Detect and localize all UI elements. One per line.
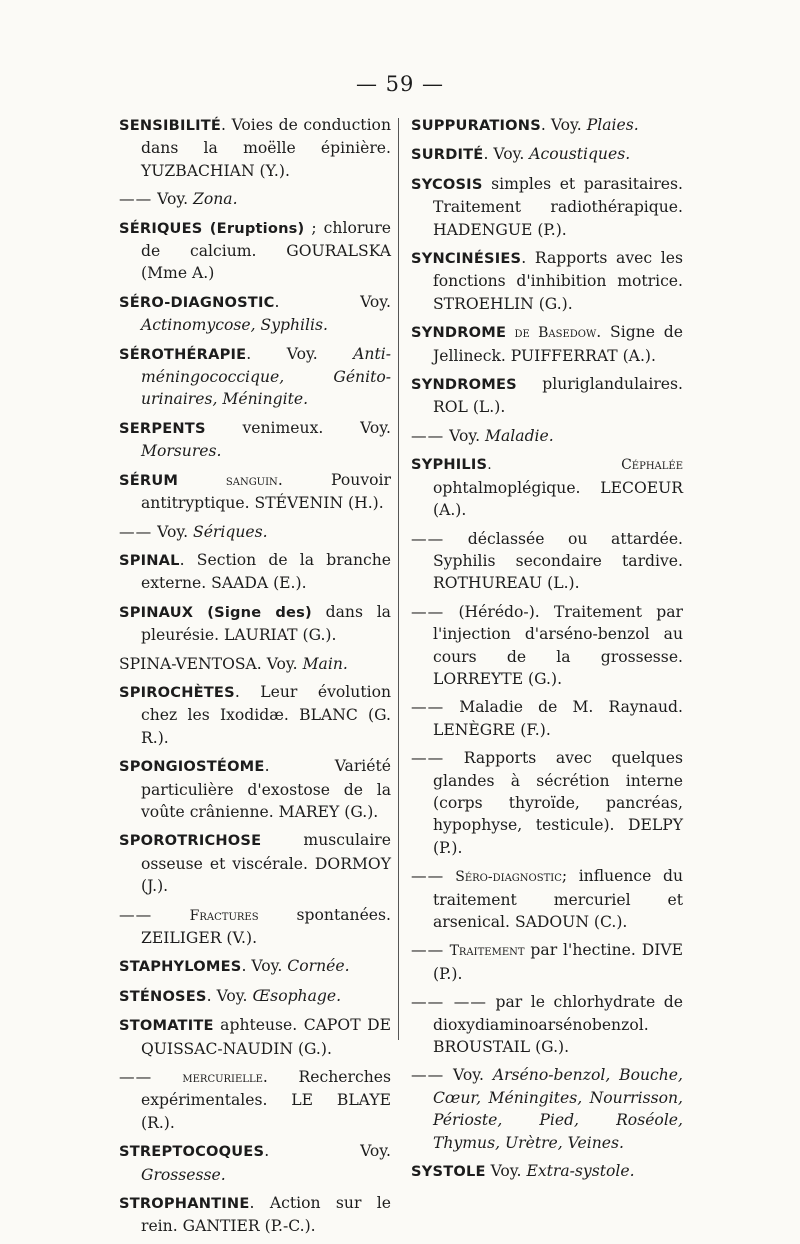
entry-crossref: Grossesse. bbox=[141, 1165, 226, 1184]
entry-headword: STOMATITE bbox=[119, 1017, 214, 1035]
entry-text: venimeux. Voy. bbox=[205, 418, 391, 437]
index-entry bbox=[119, 1066, 391, 1134]
entry-text: ophtalmoplégique. LECOEUR (A.). bbox=[433, 478, 683, 520]
index-entry bbox=[119, 1140, 391, 1186]
entry-text: . Leur évolution chez les Ixodidæ. BLANC (G. R.). bbox=[141, 682, 391, 747]
entry-crossref: Extra-systole. bbox=[526, 1162, 635, 1181]
index-entry bbox=[411, 1064, 683, 1154]
index-entry bbox=[411, 143, 683, 166]
index-entry bbox=[411, 453, 683, 521]
index-column-left bbox=[119, 114, 391, 1244]
index-entry bbox=[411, 747, 683, 859]
entry-crossref: Actinomycose, Syphilis. bbox=[141, 316, 328, 335]
index-entry bbox=[119, 188, 391, 210]
entry-text: (Hérédo-). Traitement par l'injection d'arséno-benzol au cours de la grossesse. LORREYTE (G.). bbox=[433, 602, 683, 688]
index-entry bbox=[119, 904, 391, 950]
index-entry bbox=[411, 173, 683, 241]
entry-headword: SYNDROME bbox=[411, 324, 507, 342]
entry-headword: SYSTOLE bbox=[411, 1163, 486, 1181]
entry-headword: SYNCINÉSIES bbox=[411, 250, 522, 268]
index-entry bbox=[411, 1160, 683, 1183]
index-entry bbox=[119, 217, 391, 285]
index-entry bbox=[411, 528, 683, 595]
entry-headword: SÉRIQUES (Eruptions) bbox=[119, 219, 305, 237]
entry-smallcaps: Fractures bbox=[152, 907, 259, 924]
entry-text: . Variété particulière d'exostose de la voûte crânienne. MAREY (G.). bbox=[141, 757, 391, 821]
entry-crossref: Main. bbox=[302, 654, 348, 673]
index-entry bbox=[119, 417, 391, 463]
entry-text: . Section de la branche externe. SAADA (E.). bbox=[141, 550, 391, 593]
entry-text: Voy. bbox=[485, 1162, 527, 1181]
entry-text: . Voy. bbox=[483, 145, 530, 164]
index-entry bbox=[119, 343, 391, 411]
index-entry bbox=[119, 681, 391, 749]
entry-text: spontanées. ZEILIGER (V.). bbox=[141, 905, 391, 947]
index-entry bbox=[119, 469, 391, 515]
entry-text: Voy. bbox=[152, 522, 194, 541]
column-divider bbox=[398, 118, 399, 1040]
entry-text: Rapports avec quelques glandes à sécrétion interne (corps thyroïde, pancréas, hypophyse, testicule). DELPY (P.). bbox=[433, 749, 683, 857]
entry-text: ; chlorure de calcium. GOURALSKA (Mme A.) bbox=[141, 218, 392, 283]
entry-headword: SYNDROMES bbox=[411, 376, 517, 394]
entry-text: . Voy. bbox=[274, 292, 391, 311]
entry-headword: STAPHYLOMES bbox=[119, 958, 242, 976]
index-entry bbox=[119, 653, 391, 675]
index-entry bbox=[411, 991, 683, 1058]
index-entry bbox=[119, 601, 391, 647]
entry-crossref: Cornée. bbox=[287, 957, 350, 976]
entry-smallcaps: Séro-diagnostic bbox=[444, 869, 562, 886]
entry-crossref: Zona. bbox=[193, 190, 238, 209]
entry-text: Voy. bbox=[444, 426, 486, 445]
entry-dash: —— bbox=[411, 602, 445, 621]
entry-text: . Rapports avec les fonctions d'inhibition motrice. STROEHLIN (G.). bbox=[433, 249, 683, 313]
entry-text: par le chlorhydrate de dioxydiaminoarsénobenzol. BROUSTAIL (G.). bbox=[433, 993, 683, 1057]
index-entry bbox=[119, 114, 391, 182]
entry-smallcaps: Traitement bbox=[444, 943, 525, 960]
index-entry bbox=[119, 291, 391, 337]
entry-text: . Pouvoir antitryptique. STÉVENIN (H.). bbox=[141, 470, 391, 513]
entry-text: . Signe de Jellineck. PUIFFERRAT (A.). bbox=[433, 323, 683, 365]
entry-headword: SÉROTHÉRAPIE bbox=[119, 345, 247, 363]
entry-text: Voy. bbox=[444, 1066, 493, 1085]
entry-dash: —— —— bbox=[411, 993, 487, 1012]
index-entry bbox=[411, 114, 683, 137]
entry-text: Voy. bbox=[152, 190, 194, 209]
entry-dash: —— bbox=[119, 522, 153, 541]
entry-text: ; influence du traitement mercuriel et arsenical. SADOUN (C.). bbox=[433, 867, 683, 931]
index-entry bbox=[411, 321, 683, 367]
entry-text: . Voies de conduction dans la moëlle épinière. YUZBACHIAN (Y.). bbox=[141, 116, 391, 180]
entry-text: musculaire osseuse et viscérale. DORMOY (J.). bbox=[141, 831, 391, 896]
index-entry bbox=[119, 755, 391, 823]
index-entry bbox=[119, 955, 391, 978]
entry-headword: STROPHANTINE bbox=[119, 1195, 250, 1213]
index-entry bbox=[411, 696, 683, 741]
entry-dash: —— bbox=[119, 1068, 153, 1087]
entry-headword: STREPTOCOQUES bbox=[119, 1143, 265, 1161]
entry-headword: SPINAUX (Signe des) bbox=[119, 603, 312, 621]
entry-text: SPINA-VENTOSA. Voy. bbox=[119, 654, 303, 673]
index-entry bbox=[411, 865, 683, 933]
entry-headword: SYPHILIS bbox=[411, 456, 488, 474]
entry-text: dans la pleurésie. LAURIAT (G.). bbox=[141, 602, 391, 645]
entry-smallcaps: mercurielle bbox=[152, 1070, 263, 1087]
entry-text: . Voy. bbox=[241, 957, 288, 976]
entry-crossref: Sériques. bbox=[193, 522, 268, 541]
entry-text: . Voy. bbox=[246, 344, 354, 363]
index-column-right bbox=[411, 114, 683, 1189]
entry-smallcaps: sanguin bbox=[178, 472, 278, 489]
entry-crossref: Œsophage. bbox=[252, 986, 342, 1005]
entry-crossref: Anti-méningococcique, Génito-urinaires, Méningite. bbox=[141, 344, 391, 409]
entry-text: par l'hectine. DIVE (P.). bbox=[433, 941, 684, 983]
index-entry bbox=[411, 425, 683, 447]
entry-smallcaps: de Basedow bbox=[506, 325, 597, 342]
entry-text: . Voy. bbox=[540, 116, 587, 134]
index-entry bbox=[119, 985, 391, 1008]
entry-dash: —— bbox=[119, 905, 153, 924]
entry-dash: —— bbox=[411, 1066, 445, 1085]
entry-text: pluriglandulaires. ROL (L.). bbox=[433, 375, 683, 417]
entry-dash: —— bbox=[411, 426, 445, 445]
entry-headword: SÉRUM bbox=[119, 471, 179, 489]
index-entry bbox=[411, 373, 683, 419]
entry-text: . Voy. bbox=[264, 1142, 391, 1161]
entry-headword: SPONGIOSTÉOME bbox=[119, 758, 265, 776]
entry-crossref: Plaies. bbox=[586, 116, 639, 134]
index-entry bbox=[119, 1192, 391, 1238]
entry-text: aphteuse. CAPOT DE QUISSAC-NAUDIN (G.). bbox=[141, 1016, 391, 1058]
page-number: — 59 — bbox=[355, 72, 445, 96]
entry-headword: SERPENTS bbox=[119, 419, 206, 437]
entry-dash: —— bbox=[411, 749, 445, 768]
index-entry bbox=[119, 829, 391, 897]
entry-headword: SPINAL bbox=[119, 551, 180, 569]
entry-dash: —— bbox=[411, 529, 445, 548]
entry-crossref: Morsures. bbox=[141, 442, 222, 461]
entry-dash: —— bbox=[411, 867, 445, 886]
index-entry bbox=[411, 601, 683, 691]
index-entry bbox=[119, 549, 391, 595]
index-entry bbox=[411, 247, 683, 315]
entry-text: Maladie de M. Raynaud. LENÈGRE (F.). bbox=[433, 698, 683, 739]
index-entry bbox=[411, 939, 683, 985]
entry-headword: SURDITÉ bbox=[411, 146, 484, 164]
entry-text: . Recherches expérimentales. LE BLAYE (R.). bbox=[141, 1068, 391, 1132]
entry-crossref: Arséno-benzol, Bouche, Cœur, Méningites, Nourrisson, Périoste, Pied, Roséole, Thymus, Urètre, Veines. bbox=[433, 1066, 683, 1152]
entry-text: déclassée ou attardée. Syphilis secondaire tardive. ROTHUREAU (L.). bbox=[433, 529, 683, 593]
entry-dash: —— bbox=[411, 941, 445, 960]
entry-headword: SENSIBILITÉ bbox=[119, 117, 222, 134]
entry-headword: SUPPURATIONS bbox=[411, 117, 541, 134]
entry-headword: SYCOSIS bbox=[411, 175, 483, 193]
entry-headword: SÉRO-DIAGNOSTIC bbox=[119, 293, 275, 311]
entry-crossref: Maladie. bbox=[485, 426, 554, 445]
entry-text: simples et parasitaires. Traitement radiothérapique. HADENGUE (P.). bbox=[433, 174, 683, 239]
entry-headword: SPOROTRICHOSE bbox=[119, 832, 262, 850]
entry-text: . Action sur le rein. GANTIER (P.-C.). bbox=[141, 1194, 391, 1236]
entry-dash: —— bbox=[411, 698, 445, 717]
entry-smallcaps: . Céphalée bbox=[487, 457, 683, 474]
entry-headword: SPIROCHÈTES bbox=[119, 683, 235, 701]
entry-crossref: Acoustiques. bbox=[529, 145, 631, 164]
index-entry bbox=[119, 521, 391, 543]
entry-dash: —— bbox=[119, 190, 153, 209]
index-entry bbox=[119, 1014, 391, 1060]
entry-text: . Voy. bbox=[206, 986, 253, 1005]
entry-headword: STÉNOSES bbox=[119, 987, 207, 1005]
